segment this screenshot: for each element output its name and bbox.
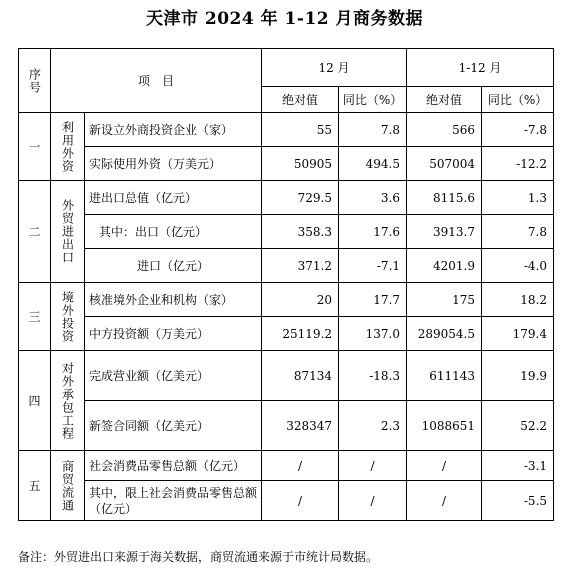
group-number: 五 <box>19 451 51 521</box>
row-item: 核准境外企业和机构（家） <box>85 283 262 317</box>
group-category: 商贸流通 <box>51 451 85 521</box>
cell-ytd-yoy: 52.2 <box>482 401 554 451</box>
row-item: 社会消费品零售总额（亿元） <box>85 451 262 481</box>
group-number: 一 <box>19 113 51 181</box>
cell-ytd-abs: 289054.5 <box>407 317 482 351</box>
cell-ytd-yoy: -7.8 <box>482 113 554 147</box>
header-seq: 序号 <box>19 49 51 113</box>
cell-month-yoy: -18.3 <box>339 351 407 401</box>
cell-ytd-abs: / <box>407 481 482 521</box>
cell-month-yoy: 17.7 <box>339 283 407 317</box>
row-item: 进口（亿元） <box>85 249 262 283</box>
cell-month-yoy: 3.6 <box>339 181 407 215</box>
cell-month-yoy: / <box>339 451 407 481</box>
table-row <box>19 147 554 181</box>
header-item: 项 目 <box>51 49 262 113</box>
cell-month-yoy: -7.1 <box>339 249 407 283</box>
table-row <box>19 215 554 249</box>
table-row <box>19 351 554 401</box>
cell-ytd-abs: 3913.7 <box>407 215 482 249</box>
page-title: 天津市 2024 年 1-12 月商务数据 <box>145 9 424 29</box>
row-item: 实际使用外资（万美元） <box>85 147 262 181</box>
row-item: 其中：出口（亿元） <box>85 215 262 249</box>
group-number: 二 <box>19 181 51 283</box>
cell-ytd-abs: 175 <box>407 283 482 317</box>
cell-ytd-abs: 566 <box>407 113 482 147</box>
cell-ytd-yoy: -12.2 <box>482 147 554 181</box>
row-item: 新签合同额（亿美元） <box>85 401 262 451</box>
cell-month-abs: / <box>262 451 339 481</box>
table-row <box>19 113 554 147</box>
cell-month-abs: 25119.2 <box>262 317 339 351</box>
table-row <box>19 283 554 317</box>
table-row <box>19 181 554 215</box>
cell-month-yoy: 137.0 <box>339 317 407 351</box>
cell-month-abs: 87134 <box>262 351 339 401</box>
cell-ytd-yoy: -4.0 <box>482 249 554 283</box>
header-yoy: 同比（%） <box>482 87 554 113</box>
cell-ytd-yoy: 19.9 <box>482 351 554 401</box>
cell-ytd-abs: 611143 <box>407 351 482 401</box>
table-row <box>19 451 554 481</box>
row-item: 中方投资额（万美元） <box>85 317 262 351</box>
cell-ytd-yoy: -3.1 <box>482 451 554 481</box>
cell-month-abs: 20 <box>262 283 339 317</box>
table-row <box>19 249 554 283</box>
cell-ytd-yoy: 7.8 <box>482 215 554 249</box>
group-category: 利用外资 <box>51 113 85 181</box>
group-category: 境外投资 <box>51 283 85 351</box>
cell-ytd-abs: / <box>407 451 482 481</box>
header-yoy: 同比（%） <box>339 87 407 113</box>
cell-month-abs: 328347 <box>262 401 339 451</box>
cell-month-yoy: / <box>339 481 407 521</box>
cell-ytd-yoy: 179.4 <box>482 317 554 351</box>
cell-month-yoy: 7.8 <box>339 113 407 147</box>
cell-ytd-abs: 4201.9 <box>407 249 482 283</box>
header-period-month: 12 月 <box>262 49 407 87</box>
table-row <box>19 401 554 451</box>
table-row <box>19 481 554 521</box>
header-period-ytd: 1-12 月 <box>407 49 554 87</box>
cell-month-yoy: 494.5 <box>339 147 407 181</box>
cell-month-abs: 358.3 <box>262 215 339 249</box>
cell-month-abs: 55 <box>262 113 339 147</box>
trade-stats-table <box>18 48 554 521</box>
cell-ytd-abs: 1088651 <box>407 401 482 451</box>
cell-month-abs: 50905 <box>262 147 339 181</box>
cell-month-abs: 729.5 <box>262 181 339 215</box>
cell-ytd-yoy: 1.3 <box>482 181 554 215</box>
row-item: 进出口总值（亿元） <box>85 181 262 215</box>
row-item: 新设立外商投资企业（家） <box>85 113 262 147</box>
table-row <box>19 317 554 351</box>
cell-ytd-abs: 507004 <box>407 147 482 181</box>
footnote: 备注：外贸进出口来源于海关数据，商贸流通来源于市统计局数据。 <box>18 550 379 564</box>
cell-ytd-yoy: -5.5 <box>482 481 554 521</box>
cell-ytd-abs: 8115.6 <box>407 181 482 215</box>
header-abs: 绝对值 <box>262 87 339 113</box>
cell-month-abs: 371.2 <box>262 249 339 283</box>
cell-ytd-yoy: 18.2 <box>482 283 554 317</box>
group-number: 四 <box>19 351 51 451</box>
group-category: 对外承包工程 <box>51 351 85 451</box>
cell-month-abs: / <box>262 481 339 521</box>
cell-month-yoy: 17.6 <box>339 215 407 249</box>
row-item: 其中，限上社会消费品零售总额（亿元） <box>85 481 262 521</box>
group-number: 三 <box>19 283 51 351</box>
cell-month-yoy: 2.3 <box>339 401 407 451</box>
header-abs: 绝对值 <box>407 87 482 113</box>
row-item: 完成营业额（亿美元） <box>85 351 262 401</box>
group-category: 外贸进出口 <box>51 181 85 283</box>
